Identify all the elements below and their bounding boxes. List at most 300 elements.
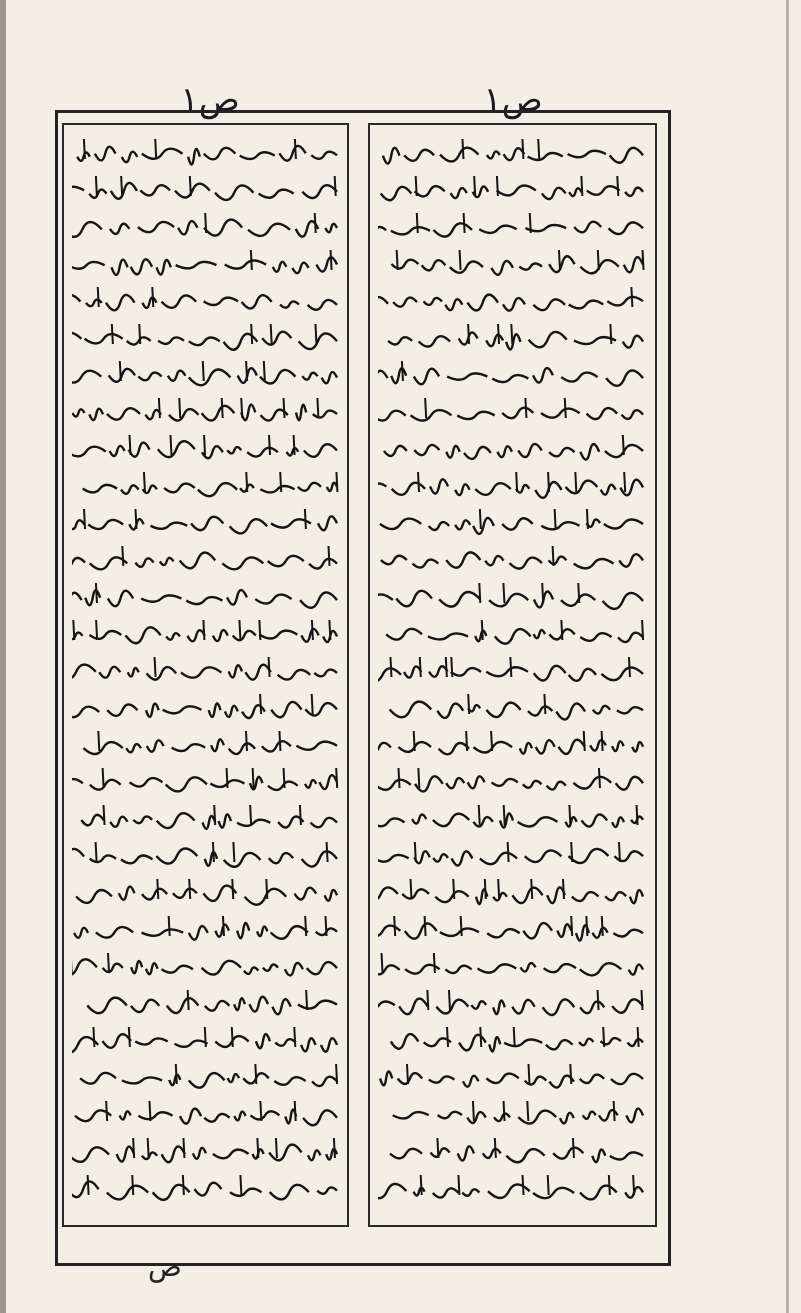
- ink-stroke: [232, 879, 233, 899]
- ink-stroke: [259, 190, 294, 198]
- ink-stroke: [271, 324, 272, 344]
- ink-stroke: [605, 892, 626, 900]
- ink-stroke: [89, 409, 103, 420]
- ink-stroke: [512, 888, 542, 904]
- ink-stroke: [477, 964, 516, 972]
- ink-stroke: [549, 557, 567, 565]
- ink-stroke: [255, 595, 291, 604]
- ink-stroke: [527, 1101, 528, 1121]
- ink-stroke: [486, 1074, 518, 1083]
- ink-stroke: [133, 816, 152, 823]
- ink-stroke: [523, 1175, 524, 1195]
- ink-stroke: [468, 694, 469, 714]
- ink-stroke: [328, 546, 329, 566]
- script-line-strokes: [378, 984, 647, 1020]
- ink-stroke: [72, 593, 82, 608]
- ink-stroke: [122, 152, 137, 162]
- ink-stroke: [506, 334, 520, 349]
- ink-stroke: [306, 990, 307, 1010]
- ink-stroke: [229, 743, 255, 754]
- ink-stroke: [158, 337, 184, 343]
- ink-stroke: [83, 485, 117, 493]
- script-line-strokes: [72, 910, 339, 946]
- ink-stroke: [586, 916, 587, 936]
- ink-stroke: [102, 1034, 131, 1048]
- ink-stroke: [497, 176, 498, 196]
- ink-stroke: [189, 926, 208, 940]
- ink-stroke: [631, 287, 632, 307]
- script-line-strokes: [378, 577, 647, 613]
- ink-stroke: [188, 630, 205, 641]
- ink-stroke: [155, 139, 156, 159]
- ink-stroke: [317, 1187, 337, 1193]
- ink-stroke: [260, 694, 261, 714]
- ink-stroke: [162, 1146, 185, 1162]
- text-line: [378, 651, 647, 689]
- text-line: [378, 799, 647, 837]
- catchword: ص: [148, 1250, 182, 1283]
- script-line-strokes: [72, 281, 339, 317]
- ink-stroke: [168, 371, 186, 381]
- ink-stroke: [227, 768, 228, 788]
- ink-stroke: [72, 520, 84, 529]
- ink-stroke: [523, 781, 542, 788]
- ink-stroke: [139, 324, 140, 344]
- text-line: [378, 1132, 647, 1170]
- ink-stroke: [523, 923, 552, 938]
- ink-stroke: [93, 1027, 94, 1047]
- ink-stroke: [331, 250, 332, 270]
- ink-stroke: [497, 446, 511, 457]
- ink-stroke: [563, 879, 564, 899]
- script-line-strokes: [378, 799, 647, 835]
- ink-stroke: [492, 375, 528, 382]
- ink-stroke: [251, 324, 252, 344]
- ink-stroke: [190, 176, 191, 196]
- ink-stroke: [542, 188, 566, 199]
- ink-stroke: [396, 591, 432, 606]
- ink-stroke: [510, 657, 511, 677]
- ink-stroke: [460, 250, 461, 270]
- ink-stroke: [446, 446, 459, 458]
- ink-stroke: [308, 300, 337, 310]
- ink-stroke: [573, 1138, 574, 1158]
- ink-stroke: [455, 520, 470, 529]
- ink-stroke: [227, 590, 247, 605]
- text-line: [378, 170, 647, 208]
- ink-stroke: [108, 591, 133, 607]
- ink-stroke: [72, 849, 84, 864]
- ink-stroke: [548, 472, 549, 492]
- ink-stroke: [485, 879, 486, 899]
- ink-stroke: [313, 411, 337, 418]
- text-line: [72, 1132, 339, 1170]
- ink-stroke: [413, 560, 439, 568]
- ink-stroke: [555, 509, 556, 529]
- ink-stroke: [491, 731, 492, 751]
- ink-stroke: [479, 805, 480, 825]
- ink-stroke: [574, 559, 614, 568]
- ink-stroke: [611, 1074, 643, 1084]
- ink-stroke: [601, 485, 616, 495]
- ink-stroke: [569, 849, 609, 863]
- ink-stroke: [135, 509, 136, 529]
- ink-stroke: [504, 1101, 505, 1121]
- ink-stroke: [202, 961, 241, 975]
- ink-stroke: [593, 928, 608, 938]
- ink-stroke: [298, 483, 321, 491]
- ink-stroke: [175, 184, 210, 198]
- ink-stroke: [96, 583, 97, 603]
- ink-stroke: [215, 185, 253, 200]
- ink-stroke: [131, 259, 152, 274]
- text-line: [378, 503, 647, 541]
- ink-stroke: [518, 1111, 556, 1124]
- ink-stroke: [378, 227, 386, 233]
- ink-stroke: [561, 373, 597, 382]
- ink-stroke: [259, 620, 260, 640]
- ink-stroke: [464, 447, 491, 459]
- ink-stroke: [249, 997, 268, 1012]
- text-line: [72, 910, 339, 948]
- ink-stroke: [446, 778, 464, 788]
- ink-stroke: [542, 583, 543, 603]
- script-line-strokes: [72, 577, 339, 613]
- ink-stroke: [90, 780, 121, 790]
- ink-stroke: [308, 1150, 320, 1160]
- text-line: [72, 318, 339, 356]
- ink-stroke: [294, 435, 295, 455]
- ink-stroke: [623, 435, 624, 455]
- ink-stroke: [256, 1034, 270, 1048]
- ink-stroke: [547, 782, 566, 790]
- ink-stroke: [295, 1101, 296, 1121]
- ink-stroke: [202, 406, 235, 421]
- ink-stroke: [72, 558, 85, 567]
- ink-stroke: [126, 627, 161, 643]
- ink-stroke: [399, 999, 427, 1015]
- ink-stroke: [421, 1175, 422, 1195]
- ink-stroke: [209, 703, 221, 717]
- ink-stroke: [598, 250, 599, 270]
- ink-stroke: [463, 1076, 478, 1087]
- script-line-strokes: [72, 207, 339, 243]
- ink-stroke: [450, 261, 483, 272]
- text-line: [72, 799, 339, 837]
- ink-stroke: [398, 1073, 422, 1084]
- ink-stroke: [439, 592, 480, 607]
- ink-stroke: [302, 373, 317, 380]
- ink-stroke: [557, 924, 571, 937]
- ink-stroke: [404, 150, 434, 161]
- ink-stroke: [280, 472, 281, 492]
- ink-stroke: [516, 472, 517, 492]
- ink-stroke: [140, 185, 170, 195]
- script-line-strokes: [378, 244, 647, 280]
- ink-stroke: [619, 554, 643, 566]
- ink-stroke: [642, 620, 643, 640]
- script-line-strokes: [378, 614, 647, 650]
- ink-stroke: [138, 222, 174, 232]
- ink-stroke: [130, 435, 131, 455]
- ink-stroke: [275, 1039, 296, 1046]
- ink-stroke: [504, 148, 525, 160]
- ink-stroke: [629, 657, 630, 677]
- ink-stroke: [96, 842, 97, 862]
- ink-stroke: [99, 667, 120, 678]
- ink-stroke: [580, 963, 621, 975]
- ink-stroke: [473, 1101, 474, 1121]
- ink-stroke: [402, 889, 429, 898]
- ink-stroke: [130, 778, 163, 786]
- ink-stroke: [625, 188, 643, 196]
- ink-stroke: [606, 370, 643, 385]
- text-line: [378, 1021, 647, 1059]
- ink-stroke: [390, 702, 432, 718]
- script-line-strokes: [378, 466, 647, 502]
- left-column-header-mark: ص١: [180, 80, 240, 120]
- ink-stroke: [529, 332, 567, 347]
- ink-stroke: [157, 813, 195, 828]
- ink-stroke: [247, 448, 278, 457]
- ink-stroke: [284, 768, 285, 788]
- ink-stroke: [429, 522, 449, 530]
- ink-stroke: [189, 1073, 225, 1088]
- text-line: [72, 688, 339, 726]
- ink-stroke: [534, 666, 566, 681]
- ink-stroke: [378, 411, 406, 421]
- ink-stroke: [547, 887, 565, 903]
- ink-stroke: [556, 704, 585, 720]
- text-line: [72, 355, 339, 393]
- ink-stroke: [204, 148, 236, 160]
- ink-stroke: [382, 953, 383, 973]
- ink-stroke: [107, 704, 137, 715]
- ink-stroke: [437, 1138, 438, 1158]
- ink-stroke: [336, 768, 337, 788]
- ink-stroke: [162, 966, 193, 973]
- ink-stroke: [166, 633, 180, 640]
- ink-stroke: [462, 1189, 479, 1196]
- ink-stroke: [447, 373, 487, 379]
- ink-stroke: [72, 262, 105, 269]
- ink-stroke: [485, 556, 503, 565]
- text-line: [378, 1095, 647, 1133]
- ink-stroke: [215, 925, 228, 937]
- ink-stroke: [630, 890, 643, 903]
- ink-stroke: [489, 1037, 500, 1051]
- ink-stroke: [392, 483, 425, 495]
- ink-stroke: [457, 412, 495, 419]
- ink-stroke: [565, 398, 566, 418]
- ink-stroke: [569, 669, 596, 681]
- ink-stroke: [570, 1064, 571, 1084]
- ink-stroke: [568, 151, 606, 158]
- script-line-strokes: [378, 170, 647, 206]
- ink-stroke: [578, 583, 579, 603]
- ink-stroke: [138, 1112, 172, 1119]
- ink-stroke: [504, 805, 505, 825]
- ink-stroke: [205, 213, 206, 233]
- ink-stroke: [312, 1077, 337, 1086]
- ink-stroke: [122, 1077, 162, 1083]
- ink-stroke: [167, 998, 198, 1013]
- ink-stroke: [397, 250, 398, 270]
- ink-stroke: [260, 486, 294, 492]
- ink-stroke: [566, 481, 598, 494]
- ink-stroke: [528, 706, 552, 715]
- ink-stroke: [72, 779, 83, 787]
- ink-stroke: [305, 916, 306, 936]
- script-line-strokes: [378, 651, 647, 687]
- ink-stroke: [603, 1027, 604, 1047]
- ink-stroke: [227, 447, 241, 453]
- ink-stroke: [283, 398, 284, 418]
- ink-stroke: [120, 1111, 131, 1119]
- ink-stroke: [160, 558, 174, 565]
- ink-stroke: [287, 448, 299, 456]
- ink-stroke: [96, 176, 97, 196]
- text-line: [72, 244, 339, 282]
- ink-stroke: [329, 620, 330, 640]
- ink-stroke: [263, 965, 278, 971]
- script-line-strokes: [378, 281, 647, 317]
- ink-stroke: [276, 1138, 277, 1158]
- ink-stroke: [440, 928, 479, 936]
- ink-stroke: [486, 703, 520, 717]
- script-line-strokes: [378, 392, 647, 428]
- ink-stroke: [186, 597, 222, 604]
- ink-stroke: [479, 583, 480, 603]
- ink-stroke: [533, 1188, 574, 1198]
- scan-edge-left: [0, 0, 6, 1313]
- ink-stroke: [141, 595, 181, 601]
- script-line-strokes: [378, 1169, 647, 1205]
- text-line: [72, 207, 339, 245]
- ink-stroke: [84, 509, 85, 529]
- ink-stroke: [544, 694, 545, 714]
- ink-stroke: [172, 744, 205, 751]
- ink-stroke: [378, 371, 388, 386]
- ink-stroke: [560, 1113, 574, 1124]
- ink-stroke: [119, 887, 135, 900]
- text-line: [72, 873, 339, 911]
- ink-stroke: [95, 147, 116, 161]
- ink-stroke: [87, 998, 126, 1014]
- ink-stroke: [446, 552, 480, 567]
- ink-stroke: [271, 926, 308, 939]
- ink-stroke: [613, 930, 643, 937]
- text-line: [72, 947, 339, 985]
- ink-stroke: [503, 583, 504, 603]
- ink-stroke: [158, 441, 195, 457]
- ink-stroke: [96, 927, 133, 938]
- ink-stroke: [181, 667, 221, 677]
- ink-stroke: [574, 337, 616, 344]
- ink-stroke: [549, 448, 574, 456]
- ink-stroke: [569, 805, 570, 825]
- ink-stroke: [169, 1075, 180, 1086]
- ink-stroke: [391, 260, 418, 269]
- ink-stroke: [483, 1149, 501, 1158]
- script-line-strokes: [72, 540, 339, 576]
- ink-stroke: [88, 1175, 89, 1195]
- ink-stroke: [300, 592, 337, 607]
- ink-stroke: [103, 768, 104, 788]
- text-line: [378, 244, 647, 282]
- ink-stroke: [166, 777, 207, 791]
- ink-stroke: [246, 731, 247, 751]
- script-line-strokes: [72, 836, 339, 872]
- script-line-strokes: [72, 799, 339, 835]
- script-line-strokes: [378, 910, 647, 946]
- ink-stroke: [336, 472, 337, 492]
- ink-stroke: [418, 768, 419, 788]
- ink-stroke: [74, 928, 88, 938]
- ink-stroke: [204, 298, 238, 305]
- ink-stroke: [587, 509, 588, 529]
- ink-stroke: [325, 224, 337, 233]
- ink-stroke: [451, 668, 481, 676]
- ink-stroke: [72, 409, 84, 416]
- ink-stroke: [108, 953, 109, 973]
- script-line-strokes: [72, 170, 339, 206]
- script-line-strokes: [72, 318, 339, 354]
- ink-stroke: [204, 435, 205, 455]
- ink-stroke: [431, 1148, 450, 1157]
- ink-stroke: [225, 706, 238, 717]
- ink-stroke: [335, 176, 336, 196]
- ink-stroke: [569, 301, 603, 309]
- ink-stroke: [464, 213, 465, 233]
- ink-stroke: [571, 916, 572, 936]
- ink-stroke: [274, 1077, 305, 1085]
- ink-stroke: [234, 998, 245, 1010]
- ink-stroke: [157, 260, 171, 275]
- ink-stroke: [109, 369, 135, 382]
- ink-stroke: [614, 1101, 615, 1121]
- ink-stroke: [173, 889, 197, 898]
- ink-stroke: [602, 731, 603, 751]
- ink-stroke: [437, 704, 463, 718]
- ink-stroke: [213, 842, 214, 862]
- ink-stroke: [414, 369, 439, 385]
- script-line-strokes: [72, 1095, 339, 1131]
- text-line: [72, 1169, 339, 1207]
- text-line: [378, 577, 647, 615]
- ink-stroke: [482, 620, 483, 640]
- ink-stroke: [98, 287, 99, 307]
- ink-stroke: [279, 146, 305, 161]
- ink-stroke: [580, 1075, 604, 1083]
- ink-stroke: [180, 1109, 201, 1124]
- ink-stroke: [325, 916, 326, 936]
- ink-stroke: [121, 485, 139, 494]
- ink-stroke: [319, 775, 337, 789]
- ink-stroke: [240, 152, 275, 159]
- ink-stroke: [251, 1111, 280, 1119]
- ink-stroke: [610, 324, 611, 344]
- ink-stroke: [520, 963, 535, 972]
- text-line: [378, 725, 647, 763]
- ink-stroke: [541, 522, 579, 529]
- ink-stroke: [321, 1038, 337, 1052]
- ink-stroke: [239, 620, 240, 640]
- ink-stroke: [121, 855, 152, 863]
- ink-stroke: [511, 324, 512, 344]
- ink-stroke: [622, 410, 643, 419]
- ink-stroke: [110, 446, 125, 456]
